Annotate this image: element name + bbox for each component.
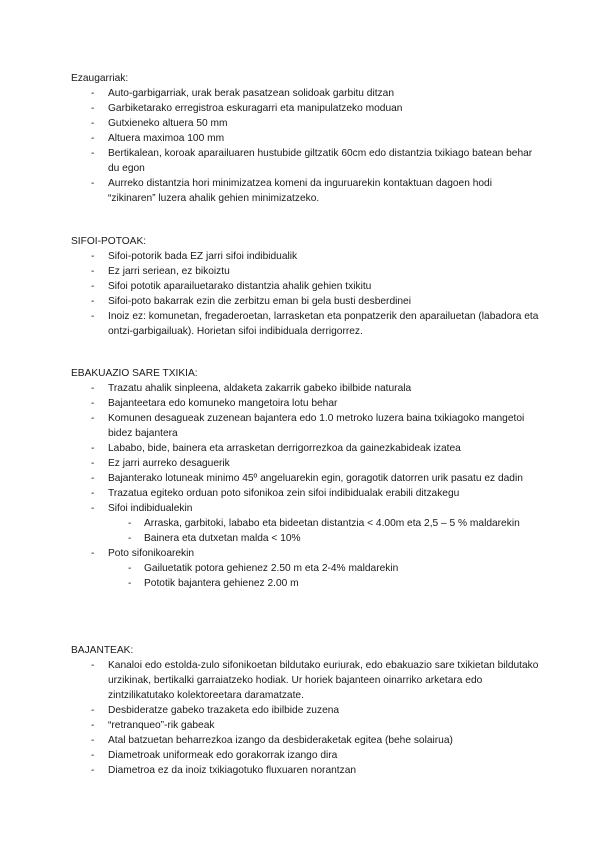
list-item: - Sifoi-potorik bada EZ jarri sifoi indibidualik: [71, 249, 541, 264]
list-item: - Bajanteetara edo komuneko mangetoira lotu behar: [71, 396, 541, 411]
list-item: - Komunen desagueak zuzenean bajantera edo 1.0 metroko luzera baina txikiagoko mangetoi bidez bajantera: [71, 411, 541, 441]
list-item: [71, 546, 541, 591]
list-item: - Diametroa ez da inoiz txikiagotuko fluxuaren norantzan: [71, 763, 541, 778]
list-item: - Ez jarri seriean, ez bikoiztu: [71, 264, 541, 279]
sub-list: [108, 561, 541, 591]
list-item: - Diametroak uniformeak edo gorakorrak izango dira: [71, 748, 541, 763]
list-item: - Kanaloi edo estolda-zulo sifonikoetan bildutako euriurak, edo ebakuazio sare txikietan bildutako urzikinak, bertikalki garraiatzeko hodiak. Ur horiek bajanteen oinarriko arketara edo zintzilikatutako kolektoreetara daramatzate.: [71, 658, 541, 703]
sub-list-item: - Gailuetatik potora gehienez 2.50 m eta 2-4% maldarekin: [71, 561, 541, 576]
sub-list-item: - Bainera eta dutxetan malda < 10%: [71, 531, 541, 546]
sub-list: [108, 516, 541, 546]
list-item: - Lababo, bide, bainera eta arrasketan derrigorrezkoa da gainezkabideak izatea: [71, 441, 541, 456]
list-item: - Ez jarri aurreko desaguerik: [71, 456, 541, 471]
bullet-list: [71, 86, 541, 206]
section-heading: SIFOI-POTOAK:: [71, 236, 147, 247]
list-item: - Aurreko distantzia hori minimizatzea komeni da inguruarekin kontaktuan dagoen hodi “zikinaren” luzera ahalik gehien minimizatzeko.: [71, 176, 541, 206]
section-heading: BAJANTEAK:: [71, 645, 134, 656]
list-item: - Gutxieneko altuera 50 mm: [71, 116, 541, 131]
section-heading: EBAKUAZIO SARE TXIKIA:: [71, 368, 198, 379]
list-item: - Trazatua egiteko orduan poto sifonikoa zein sifoi indibidualak erabili ditzakegu: [71, 486, 541, 501]
section-sifoi-potoak: [71, 234, 541, 339]
list-item: - Bertikalean, koroak aparailuaren hustubide giltzatik 60cm edo distantzia txikiago batean behar du egon: [71, 146, 541, 176]
list-item: - Inoiz ez: komunetan, fregaderoetan, larrasketan eta ponpatzerik den aparailuetan (labadora eta ontzi-garbigailuak). Horietan sifoi indibiduala derrigorrez.: [71, 309, 541, 339]
list-item: - Sifoi pototik aparailuetarako distantzia ahalik gehien txikitu: [71, 279, 541, 294]
sub-list-item: - Pototik bajantera gehienez 2.00 m: [71, 576, 541, 591]
list-item: [71, 501, 541, 546]
bullet-list: [71, 658, 541, 778]
list-item: - “retranqueo”-rik gabeak: [71, 718, 541, 733]
sub-list-item: - Arraska, garbitoki, lababo eta bideetan distantzia < 4.00m eta 2,5 – 5 % maldarekin: [71, 516, 541, 531]
list-item: - Desbideratze gabeko trazaketa edo ibilbide zuzena: [71, 703, 541, 718]
list-item: - Garbiketarako erregistroa eskuragarri eta manipulatzeko moduan: [71, 101, 541, 116]
list-item: - Atal batzuetan beharrezkoa izango da desbideraketak egitea (behe solairua): [71, 733, 541, 748]
bullet-list: [71, 381, 541, 591]
list-item-label: Sifoi indibidualekin: [108, 503, 193, 514]
list-item: - Sifoi-poto bakarrak ezin die zerbitzu eman bi gela busti desberdinei: [71, 294, 541, 309]
list-item-label: Poto sifonikoarekin: [108, 548, 195, 559]
section-ebakuazio-sare-txikia: [71, 366, 541, 591]
section-bajanteak: [71, 643, 541, 778]
list-item: - Bajanterako lotuneak minimo 45º angeluarekin egin, goragotik datorren urik pasatu ez dadin: [71, 471, 541, 486]
list-item: - Auto-garbigarriak, urak berak pasatzean solidoak garbitu ditzan: [71, 86, 541, 101]
list-item: - Altuera maximoa 100 mm: [71, 131, 541, 146]
section-ezaugarriak: [71, 71, 541, 206]
list-item: - Trazatu ahalik sinpleena, aldaketa zakarrik gabeko ibilbide naturala: [71, 381, 541, 396]
section-heading: Ezaugarriak:: [71, 73, 129, 84]
bullet-list: [71, 249, 541, 339]
